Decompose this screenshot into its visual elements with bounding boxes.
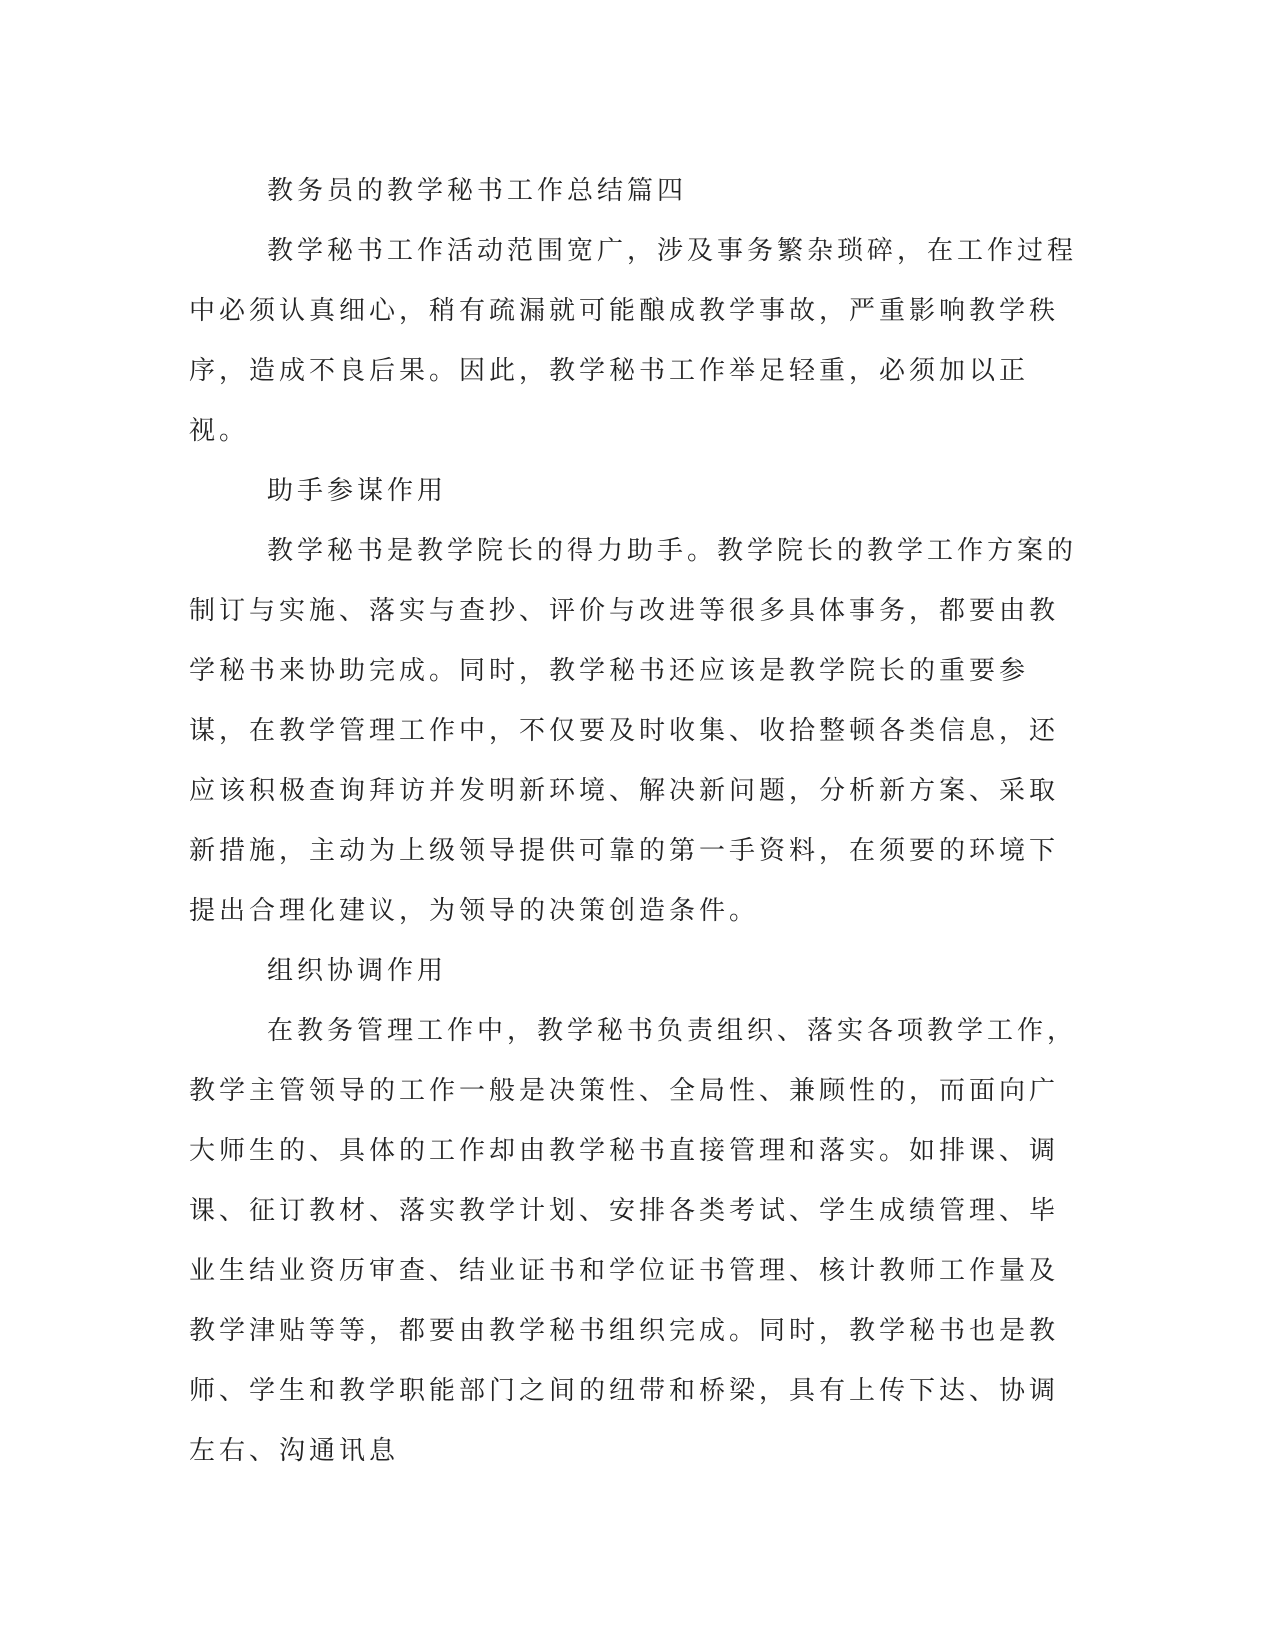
section-paragraph-assistant: 教学秘书是教学院长的得力助手。教学院长的教学工作方案的制订与实施、落实与查抄、评价与改进等很多具体事务，都要由教学秘书来协助完成。同时，教学秘书还应该是教学院长的重要参谋，在教学管理工作中，不仅要及时收集、收拾整顿各类信息，还应该积极查询拜访并发明新环境、解决新问题，分析新方案、采取新措施，主动为上级领导提供可靠的第一手资料，在须要的环境下提出合理化建议，为领导的决策创造条件。 [189,536,1078,926]
section-heading-assistant: 助手参谋作用 [267,476,448,506]
intro-paragraph: 教学秘书工作活动范围宽广，涉及事务繁杂琐碎，在工作过程中必须认真细心，稍有疏漏就可能酿成教学事故，严重影响教学秩序，造成不良后果。因此，教学秘书工作举足轻重，必须加以正视。 [189,236,1078,446]
section-heading-coordination: 组织协调作用 [267,956,448,986]
document-title: 教务员的教学秘书工作总结篇四 [267,176,688,206]
document-body [189,161,1079,1481]
section-paragraph-coordination: 在教务管理工作中，教学秘书负责组织、落实各项教学工作，教学主管领导的工作一般是决策性、全局性、兼顾性的，而面向广大师生的、具体的工作却由教学秘书直接管理和落实。如排课、调课、征订教材、落实教学计划、安排各类考试、学生成绩管理、毕业生结业资历审查、结业证书和学位证书管理、核计教师工作量及教学津贴等等，都要由教学秘书组织完成。同时，教学秘书也是教师、学生和教学职能部门之间的纽带和桥梁，具有上传下达、协调左右、沟通讯息 [189,1016,1078,1466]
